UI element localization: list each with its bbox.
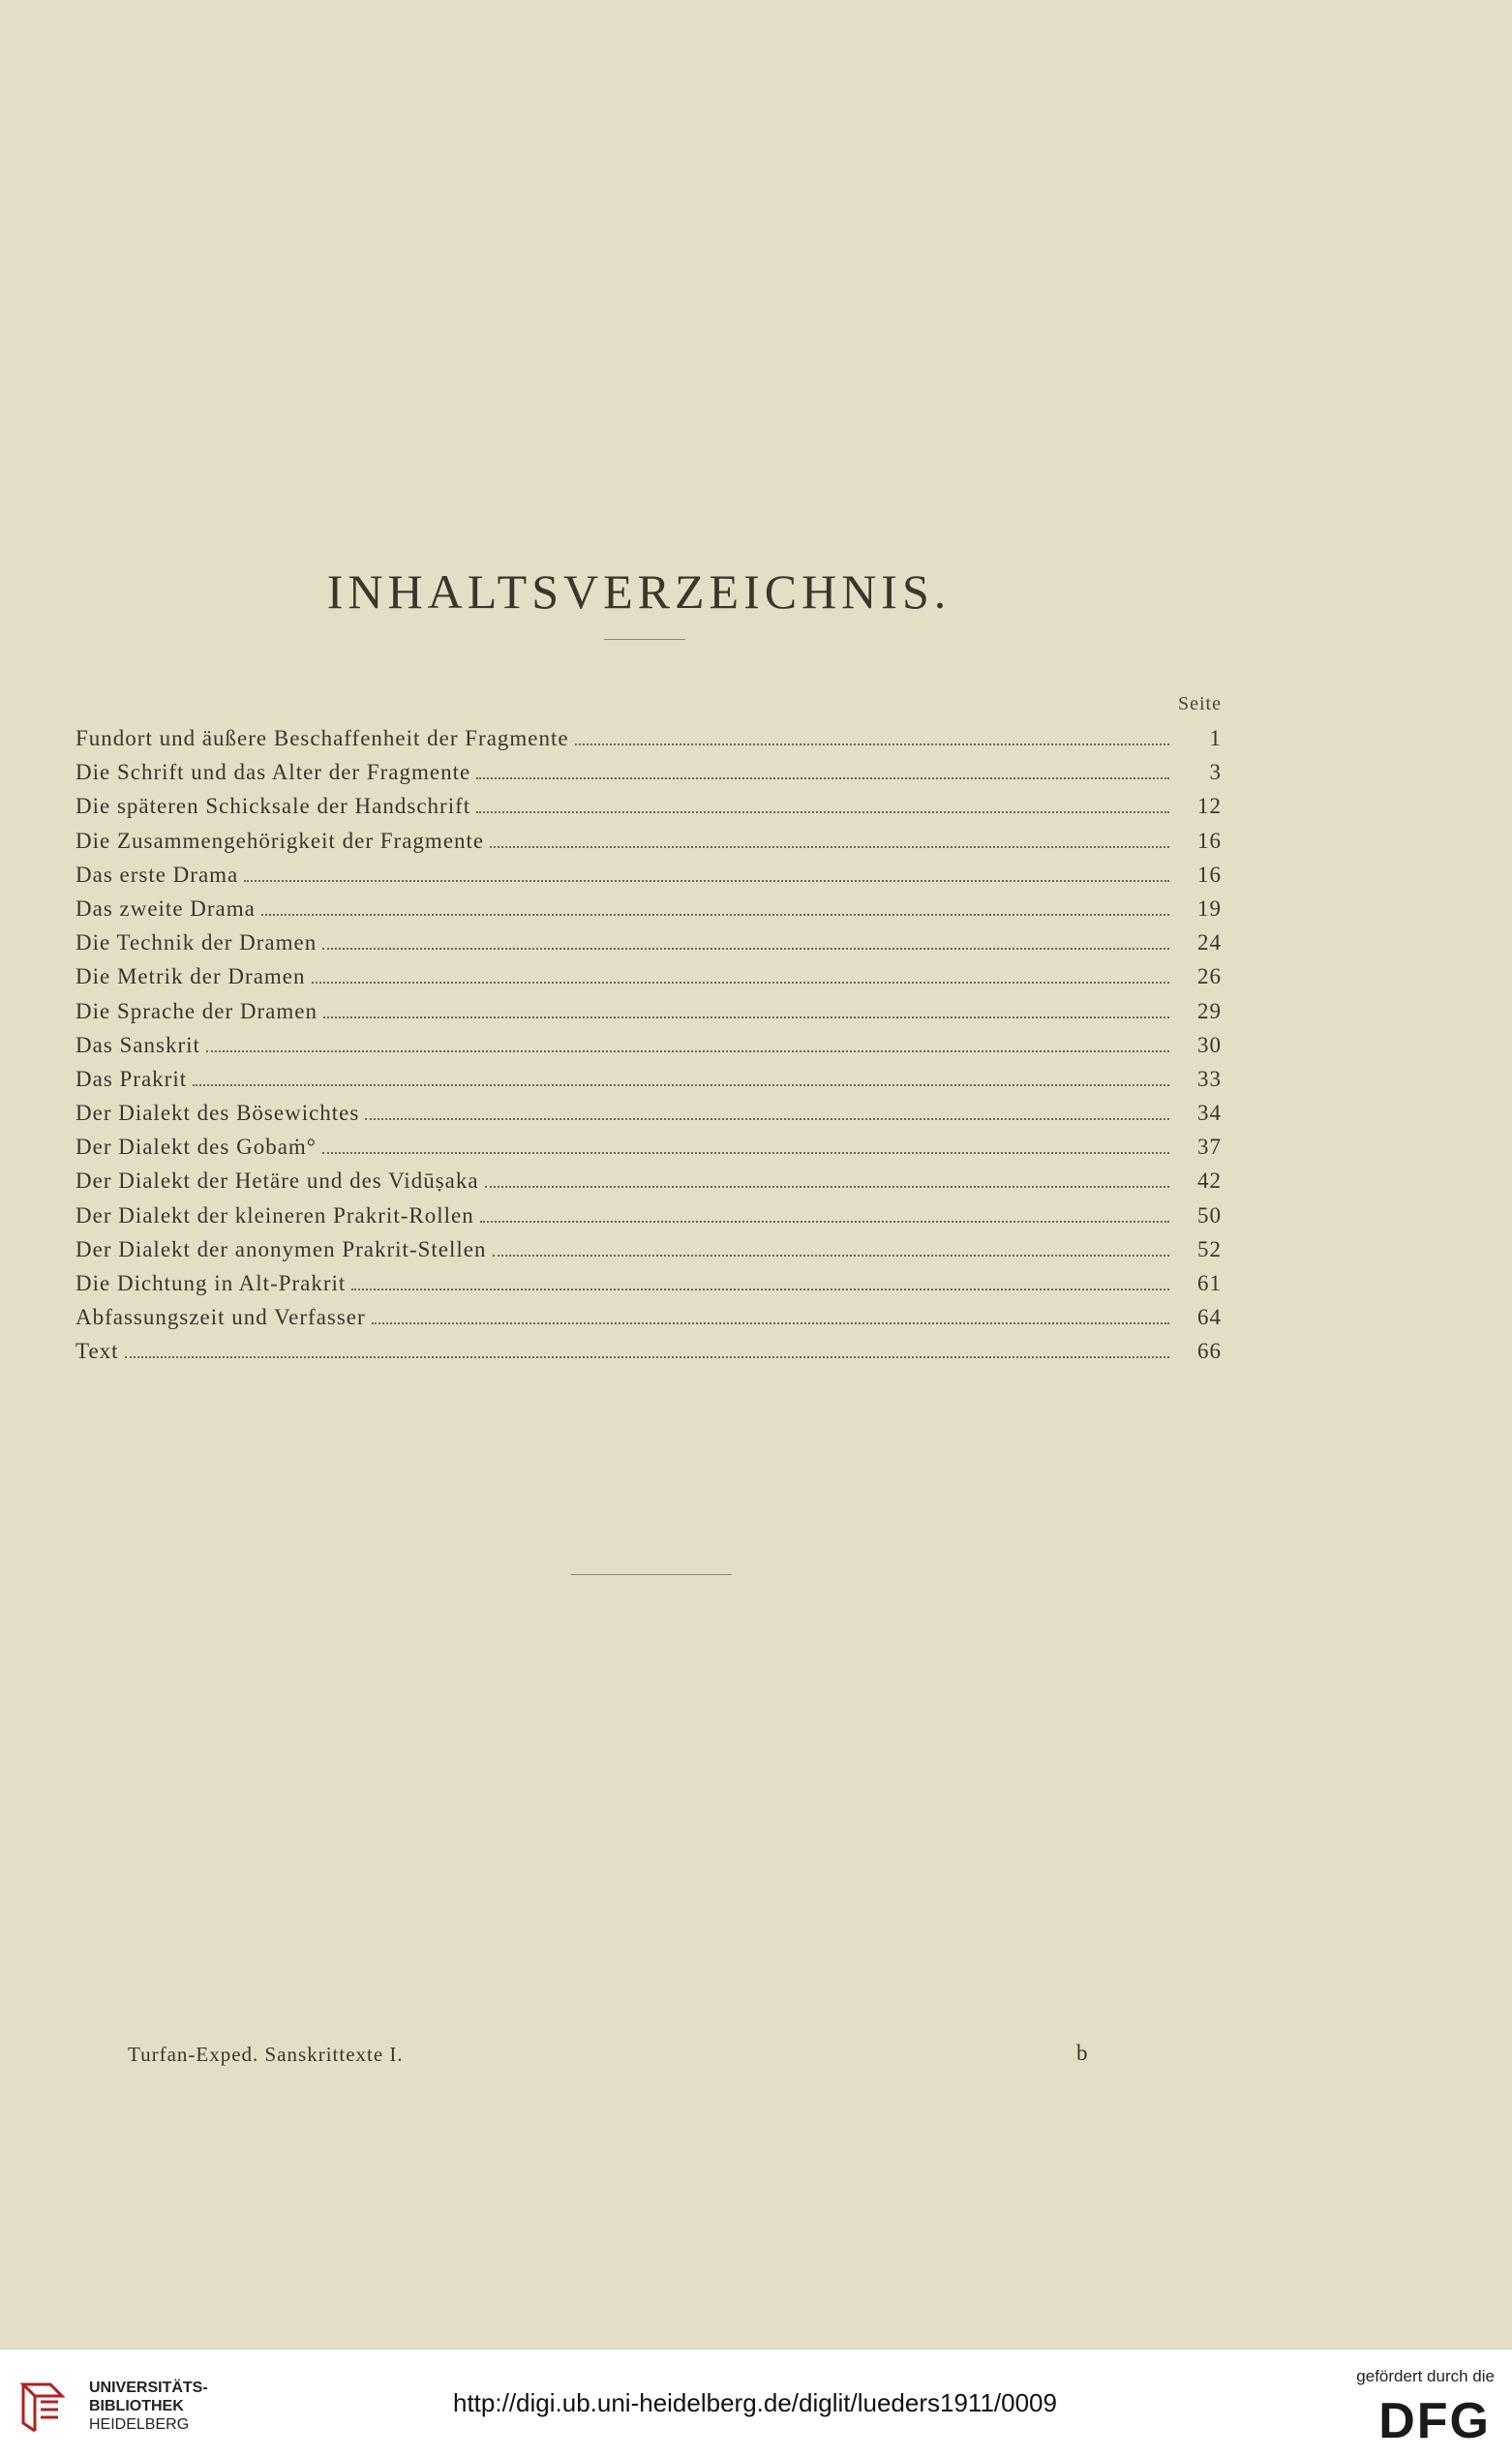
toc-entry (76, 930, 1222, 964)
leader-dots (372, 1321, 1169, 1324)
toc-entry-title: Der Dialekt der Hetäre und des Vidūṣaka (76, 1168, 479, 1194)
toc-entry (76, 1033, 1222, 1067)
leader-dots (125, 1355, 1169, 1358)
leader-dots (206, 1049, 1169, 1052)
leader-dots (575, 743, 1169, 745)
toc-entry-page: 29 (1197, 998, 1222, 1023)
toc-entry-title: Das Sanskrit (76, 1032, 200, 1057)
leader-dots (322, 947, 1169, 950)
toc-entry (76, 1168, 1222, 1202)
permalink-url[interactable]: http://digi.ub.uni-heidelberg.de/diglit/lueders1911/0009 (453, 2388, 1057, 2417)
toc-entry-page: 52 (1197, 1236, 1222, 1261)
toc-entry (76, 896, 1222, 930)
toc-entry (76, 1067, 1222, 1101)
toc-entry-page: 37 (1197, 1135, 1222, 1160)
viewer-footer-bar (0, 2349, 1512, 2457)
toc-entry (76, 1101, 1222, 1135)
library-name-line: HEIDELBERG (89, 2416, 190, 2433)
toc-entry-page: 66 (1197, 1339, 1222, 1364)
toc-entry-title: Die Schrift und das Alter der Fragmente (76, 760, 471, 785)
toc-entry-page: 12 (1197, 794, 1222, 819)
page-footer-signature: Turfan-Exped. Sanskrittexte I. (128, 2043, 404, 2066)
page-title: INHALTSVERZEICHNIS. (326, 563, 952, 619)
funding-note: gefördert durch die (1356, 2367, 1495, 2385)
leader-dots (476, 810, 1169, 813)
table-of-contents (76, 726, 1222, 1374)
toc-entry-page: 42 (1197, 1168, 1222, 1194)
toc-entry (76, 760, 1222, 794)
toc-entry (76, 999, 1222, 1033)
toc-entry-title: Fundort und äußere Beschaffenheit der Fragmente (76, 726, 569, 750)
toc-entry-page: 1 (1209, 726, 1222, 750)
toc-entry-page: 19 (1197, 895, 1222, 921)
toc-entry-page: 16 (1197, 828, 1222, 853)
toc-entry-page: 24 (1197, 930, 1222, 956)
toc-entry-title: Der Dialekt des Gobaṁ° (76, 1135, 317, 1160)
toc-entry (76, 794, 1222, 828)
leader-dots (261, 913, 1169, 916)
toc-entry (76, 829, 1222, 863)
toc-entry-title: Die Dichtung in Alt-Prakrit (76, 1271, 347, 1295)
leader-dots (193, 1083, 1169, 1086)
section-divider (571, 1574, 732, 1575)
toc-entry-title: Der Dialekt der kleineren Prakrit-Rollen (76, 1202, 474, 1228)
page-column-header: Seite (1178, 693, 1222, 714)
leader-dots (351, 1288, 1169, 1290)
toc-entry-title: Das zweite Drama (76, 895, 256, 921)
toc-entry (76, 1237, 1222, 1271)
leader-dots (312, 981, 1169, 984)
toc-entry (76, 1271, 1222, 1305)
leader-dots (480, 1220, 1169, 1223)
toc-entry-page: 26 (1197, 964, 1222, 989)
dfg-logo: DFG (1378, 2393, 1491, 2449)
toc-entry-title: Die Technik der Dramen (76, 930, 318, 956)
toc-entry-title: Das Prakrit (76, 1066, 188, 1091)
leader-dots (365, 1117, 1169, 1120)
toc-entry-page: 33 (1197, 1066, 1222, 1091)
toc-entry-title: Text (76, 1339, 119, 1364)
leader-dots (322, 1151, 1169, 1154)
toc-entry-page: 61 (1197, 1271, 1222, 1295)
toc-entry (76, 1135, 1222, 1168)
library-name-line: BIBLIOTHEK (89, 2398, 184, 2414)
toc-entry-page: 64 (1197, 1305, 1222, 1330)
library-logo-icon (17, 2375, 74, 2435)
toc-entry (76, 1203, 1222, 1237)
toc-entry (76, 1305, 1222, 1339)
toc-entry-title: Der Dialekt des Bösewichtes (76, 1101, 360, 1126)
page-footer-sheet-mark: b (1076, 2041, 1088, 2065)
toc-entry-page: 16 (1197, 862, 1222, 887)
toc-entry-page: 3 (1209, 760, 1222, 785)
toc-entry-title: Die Sprache der Dramen (76, 998, 318, 1023)
toc-entry-title: Die späteren Schicksale der Handschrift (76, 794, 471, 819)
toc-entry-page: 30 (1197, 1032, 1222, 1057)
leader-dots (244, 879, 1169, 882)
toc-entry (76, 964, 1222, 998)
leader-dots (485, 1185, 1169, 1188)
toc-entry (76, 726, 1222, 760)
toc-entry-title: Das erste Drama (76, 862, 239, 887)
library-name (89, 2379, 208, 2434)
toc-entry-page: 34 (1197, 1101, 1222, 1126)
leader-dots (490, 845, 1169, 848)
toc-entry-title: Der Dialekt der anonymen Prakrit-Stellen (76, 1236, 487, 1261)
leader-dots (493, 1254, 1170, 1257)
toc-entry-title: Die Metrik der Dramen (76, 964, 306, 989)
library-name-line: UNIVERSITÄTS- (89, 2380, 208, 2396)
toc-entry-title: Die Zusammengehörigkeit der Fragmente (76, 828, 485, 853)
toc-entry-title: Abfassungszeit und Verfasser (76, 1305, 366, 1330)
leader-dots (323, 1016, 1169, 1018)
title-divider (604, 639, 685, 640)
toc-entry (76, 1339, 1222, 1373)
toc-entry (76, 863, 1222, 896)
leader-dots (476, 776, 1169, 779)
toc-entry-page: 50 (1197, 1202, 1222, 1228)
